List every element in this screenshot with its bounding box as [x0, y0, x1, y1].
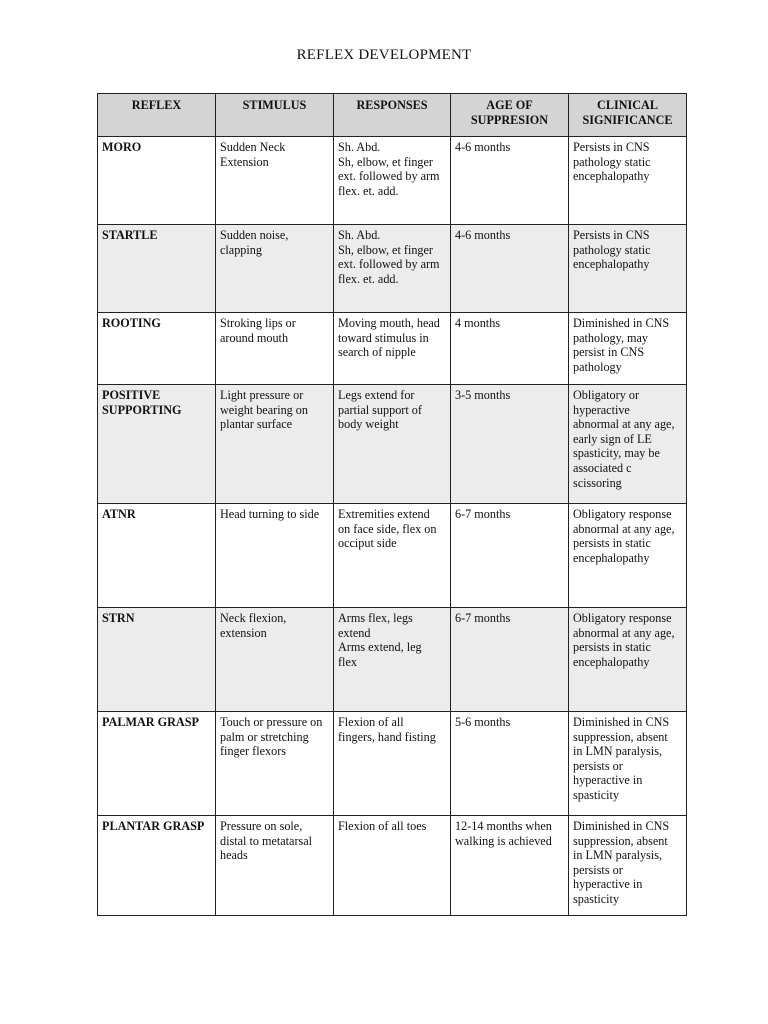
reflex-cell: ATNR: [98, 504, 216, 608]
significance-cell: [569, 137, 687, 225]
cell-line: pathology, may: [573, 330, 649, 345]
stimulus-cell: [216, 385, 334, 504]
cell-line: around mouth: [220, 330, 289, 345]
age-cell: [451, 385, 569, 504]
reflex-cell: STARTLE: [98, 225, 216, 313]
responses-cell: [334, 137, 451, 225]
cell-line: Neck flexion,: [220, 611, 287, 625]
cell-line: Flexion of all toes: [338, 819, 427, 833]
table-row-startle: [98, 225, 687, 313]
header-clinical-significance: [569, 94, 687, 137]
cell-line: extension: [220, 625, 267, 640]
reflex-development-table: [97, 93, 687, 916]
cell-line: Extremities extend: [338, 507, 430, 521]
reflex-cell: [98, 385, 216, 504]
age-cell: [451, 225, 569, 313]
cell-line: Sudden noise,: [220, 228, 289, 242]
cell-line: 12-14 months when: [455, 819, 552, 833]
cell-line: Sh. Abd.: [338, 228, 381, 242]
cell-line: abnormal at any age,: [573, 417, 675, 432]
significance-cell: [569, 313, 687, 385]
cell-line: occiput side: [338, 536, 397, 551]
cell-line: heads: [220, 848, 248, 863]
cell-line: POSITIVE: [102, 388, 161, 402]
responses-cell: [334, 816, 451, 916]
age-cell: [451, 816, 569, 916]
table-row-moro: [98, 137, 687, 225]
age-cell: [451, 608, 569, 712]
stimulus-cell: [216, 712, 334, 816]
cell-line: persists in static: [573, 640, 651, 655]
cell-line: associated c: [573, 460, 632, 475]
cell-line: encephalopathy: [573, 654, 650, 669]
age-cell: [451, 137, 569, 225]
cell-line: early sign of LE: [573, 431, 652, 446]
header-reflex: [98, 94, 216, 137]
cell-line: 4-6 months: [455, 140, 511, 154]
cell-line: plantar surface: [220, 417, 293, 432]
cell-line: suppression, absent: [573, 833, 668, 848]
stimulus-cell: [216, 313, 334, 385]
cell-line: Arms extend, leg: [338, 640, 422, 655]
cell-line: Persists in CNS: [573, 228, 650, 242]
cell-line: 3-5 months: [455, 388, 511, 402]
cell-line: 6-7 months: [455, 507, 511, 521]
table-row-rooting: [98, 313, 687, 385]
header-age-of-suppression: [451, 94, 569, 137]
header-line: REFLEX: [131, 98, 182, 112]
cell-line: Moving mouth, head: [338, 316, 440, 330]
cell-line: toward stimulus in: [338, 330, 429, 345]
cell-line: 5-6 months: [455, 715, 511, 729]
cell-line: abnormal at any age,: [573, 521, 675, 536]
cell-line: spasticity, may be: [573, 446, 660, 461]
cell-line: ext. followed by arm: [338, 169, 440, 184]
cell-line: fingers, hand fisting: [338, 729, 436, 744]
cell-line: Flexion of all: [338, 715, 404, 729]
cell-line: encephalopathy: [573, 257, 650, 272]
cell-line: Arms flex, legs: [338, 611, 413, 625]
cell-line: flex: [338, 654, 357, 669]
cell-line: Stroking lips or: [220, 316, 296, 330]
cell-line: finger flexors: [220, 744, 286, 759]
cell-line: Head turning to side: [220, 507, 320, 521]
cell-line: suppression, absent: [573, 729, 668, 744]
significance-cell: [569, 385, 687, 504]
cell-line: 4-6 months: [455, 228, 511, 242]
table-row-positive-supporting: [98, 385, 687, 504]
reflex-cell: ROOTING: [98, 313, 216, 385]
cell-line: search of nipple: [338, 345, 416, 360]
cell-line: Diminished in CNS: [573, 819, 670, 833]
reflex-cell: PLANTAR GRASP: [98, 816, 216, 916]
cell-line: scissoring: [573, 475, 622, 490]
cell-line: partial support of: [338, 402, 422, 417]
cell-line: body weight: [338, 417, 399, 432]
cell-line: Persists in CNS: [573, 140, 650, 154]
cell-line: Pressure on sole,: [220, 819, 303, 833]
cell-line: persists in static: [573, 536, 651, 551]
header-line: AGE OF: [486, 98, 533, 112]
responses-cell: [334, 225, 451, 313]
table-row-atnr: [98, 504, 687, 608]
cell-line: extend: [338, 625, 371, 640]
stimulus-cell: [216, 137, 334, 225]
cell-line: Obligatory response: [573, 507, 672, 521]
table-row-palmar-grasp: [98, 712, 687, 816]
cell-line: pathology: [573, 359, 622, 374]
stimulus-cell: [216, 504, 334, 608]
cell-line: in LMN paralysis,: [573, 744, 663, 759]
significance-cell: [569, 816, 687, 916]
header-line: CLINICAL: [597, 98, 658, 112]
table-header-row: [98, 94, 687, 137]
responses-cell: [334, 313, 451, 385]
responses-cell: [334, 504, 451, 608]
header-responses: [334, 94, 451, 137]
cell-line: weight bearing on: [220, 402, 308, 417]
cell-line: Obligatory response: [573, 611, 672, 625]
cell-line: spasticity: [573, 891, 620, 906]
reflex-cell: MORO: [98, 137, 216, 225]
cell-line: flex. et. add.: [338, 183, 399, 198]
cell-line: Obligatory or: [573, 388, 640, 402]
age-cell: [451, 504, 569, 608]
significance-cell: [569, 225, 687, 313]
cell-line: encephalopathy: [573, 169, 650, 184]
significance-cell: [569, 608, 687, 712]
header-line: STIMULUS: [242, 98, 307, 112]
cell-line: Sh, elbow, et finger: [338, 154, 433, 169]
header-line: RESPONSES: [356, 98, 428, 112]
document-title: REFLEX DEVELOPMENT: [296, 47, 472, 63]
reflex-cell: PALMAR GRASP: [98, 712, 216, 816]
stimulus-cell: [216, 225, 334, 313]
cell-line: Legs extend for: [338, 388, 415, 402]
cell-line: Diminished in CNS: [573, 316, 670, 330]
cell-line: Sh, elbow, et finger: [338, 242, 433, 257]
cell-line: hyperactive: [573, 402, 630, 417]
responses-cell: [334, 608, 451, 712]
cell-line: 6-7 months: [455, 611, 511, 625]
stimulus-cell: [216, 816, 334, 916]
significance-cell: [569, 504, 687, 608]
age-cell: [451, 313, 569, 385]
responses-cell: [334, 385, 451, 504]
cell-line: in LMN paralysis,: [573, 848, 663, 863]
cell-line: flex. et. add.: [338, 271, 399, 286]
cell-line: persist in CNS: [573, 345, 645, 360]
table-row-strn: [98, 608, 687, 712]
responses-cell: [334, 712, 451, 816]
cell-line: Sh. Abd.: [338, 140, 381, 154]
cell-line: clapping: [220, 242, 262, 257]
cell-line: persists or: [573, 862, 623, 877]
cell-line: Touch or pressure on: [220, 715, 323, 729]
cell-line: SUPPORTING: [102, 402, 182, 417]
cell-line: distal to metatarsal: [220, 833, 313, 848]
header-line: SUPPRESION: [470, 112, 549, 127]
cell-line: palm or stretching: [220, 729, 309, 744]
cell-line: hyperactive in: [573, 877, 643, 892]
header-stimulus: [216, 94, 334, 137]
cell-line: hyperactive in: [573, 773, 643, 788]
header-line: SIGNIFICANCE: [582, 112, 673, 127]
cell-line: abnormal at any age,: [573, 625, 675, 640]
stimulus-cell: [216, 608, 334, 712]
cell-line: pathology static: [573, 154, 651, 169]
cell-line: pathology static: [573, 242, 651, 257]
table-row-plantar-grasp: [98, 816, 687, 916]
cell-line: on face side, flex on: [338, 521, 437, 536]
cell-line: Extension: [220, 154, 269, 169]
cell-line: encephalopathy: [573, 550, 650, 565]
reflex-cell: STRN: [98, 608, 216, 712]
cell-line: walking is achieved: [455, 833, 552, 848]
cell-line: 4 months: [455, 316, 501, 330]
cell-line: spasticity: [573, 787, 620, 802]
cell-line: Sudden Neck: [220, 140, 286, 154]
cell-line: Diminished in CNS: [573, 715, 670, 729]
age-cell: [451, 712, 569, 816]
cell-line: ext. followed by arm: [338, 257, 440, 272]
cell-line: Light pressure or: [220, 388, 304, 402]
significance-cell: [569, 712, 687, 816]
cell-line: persists or: [573, 758, 623, 773]
